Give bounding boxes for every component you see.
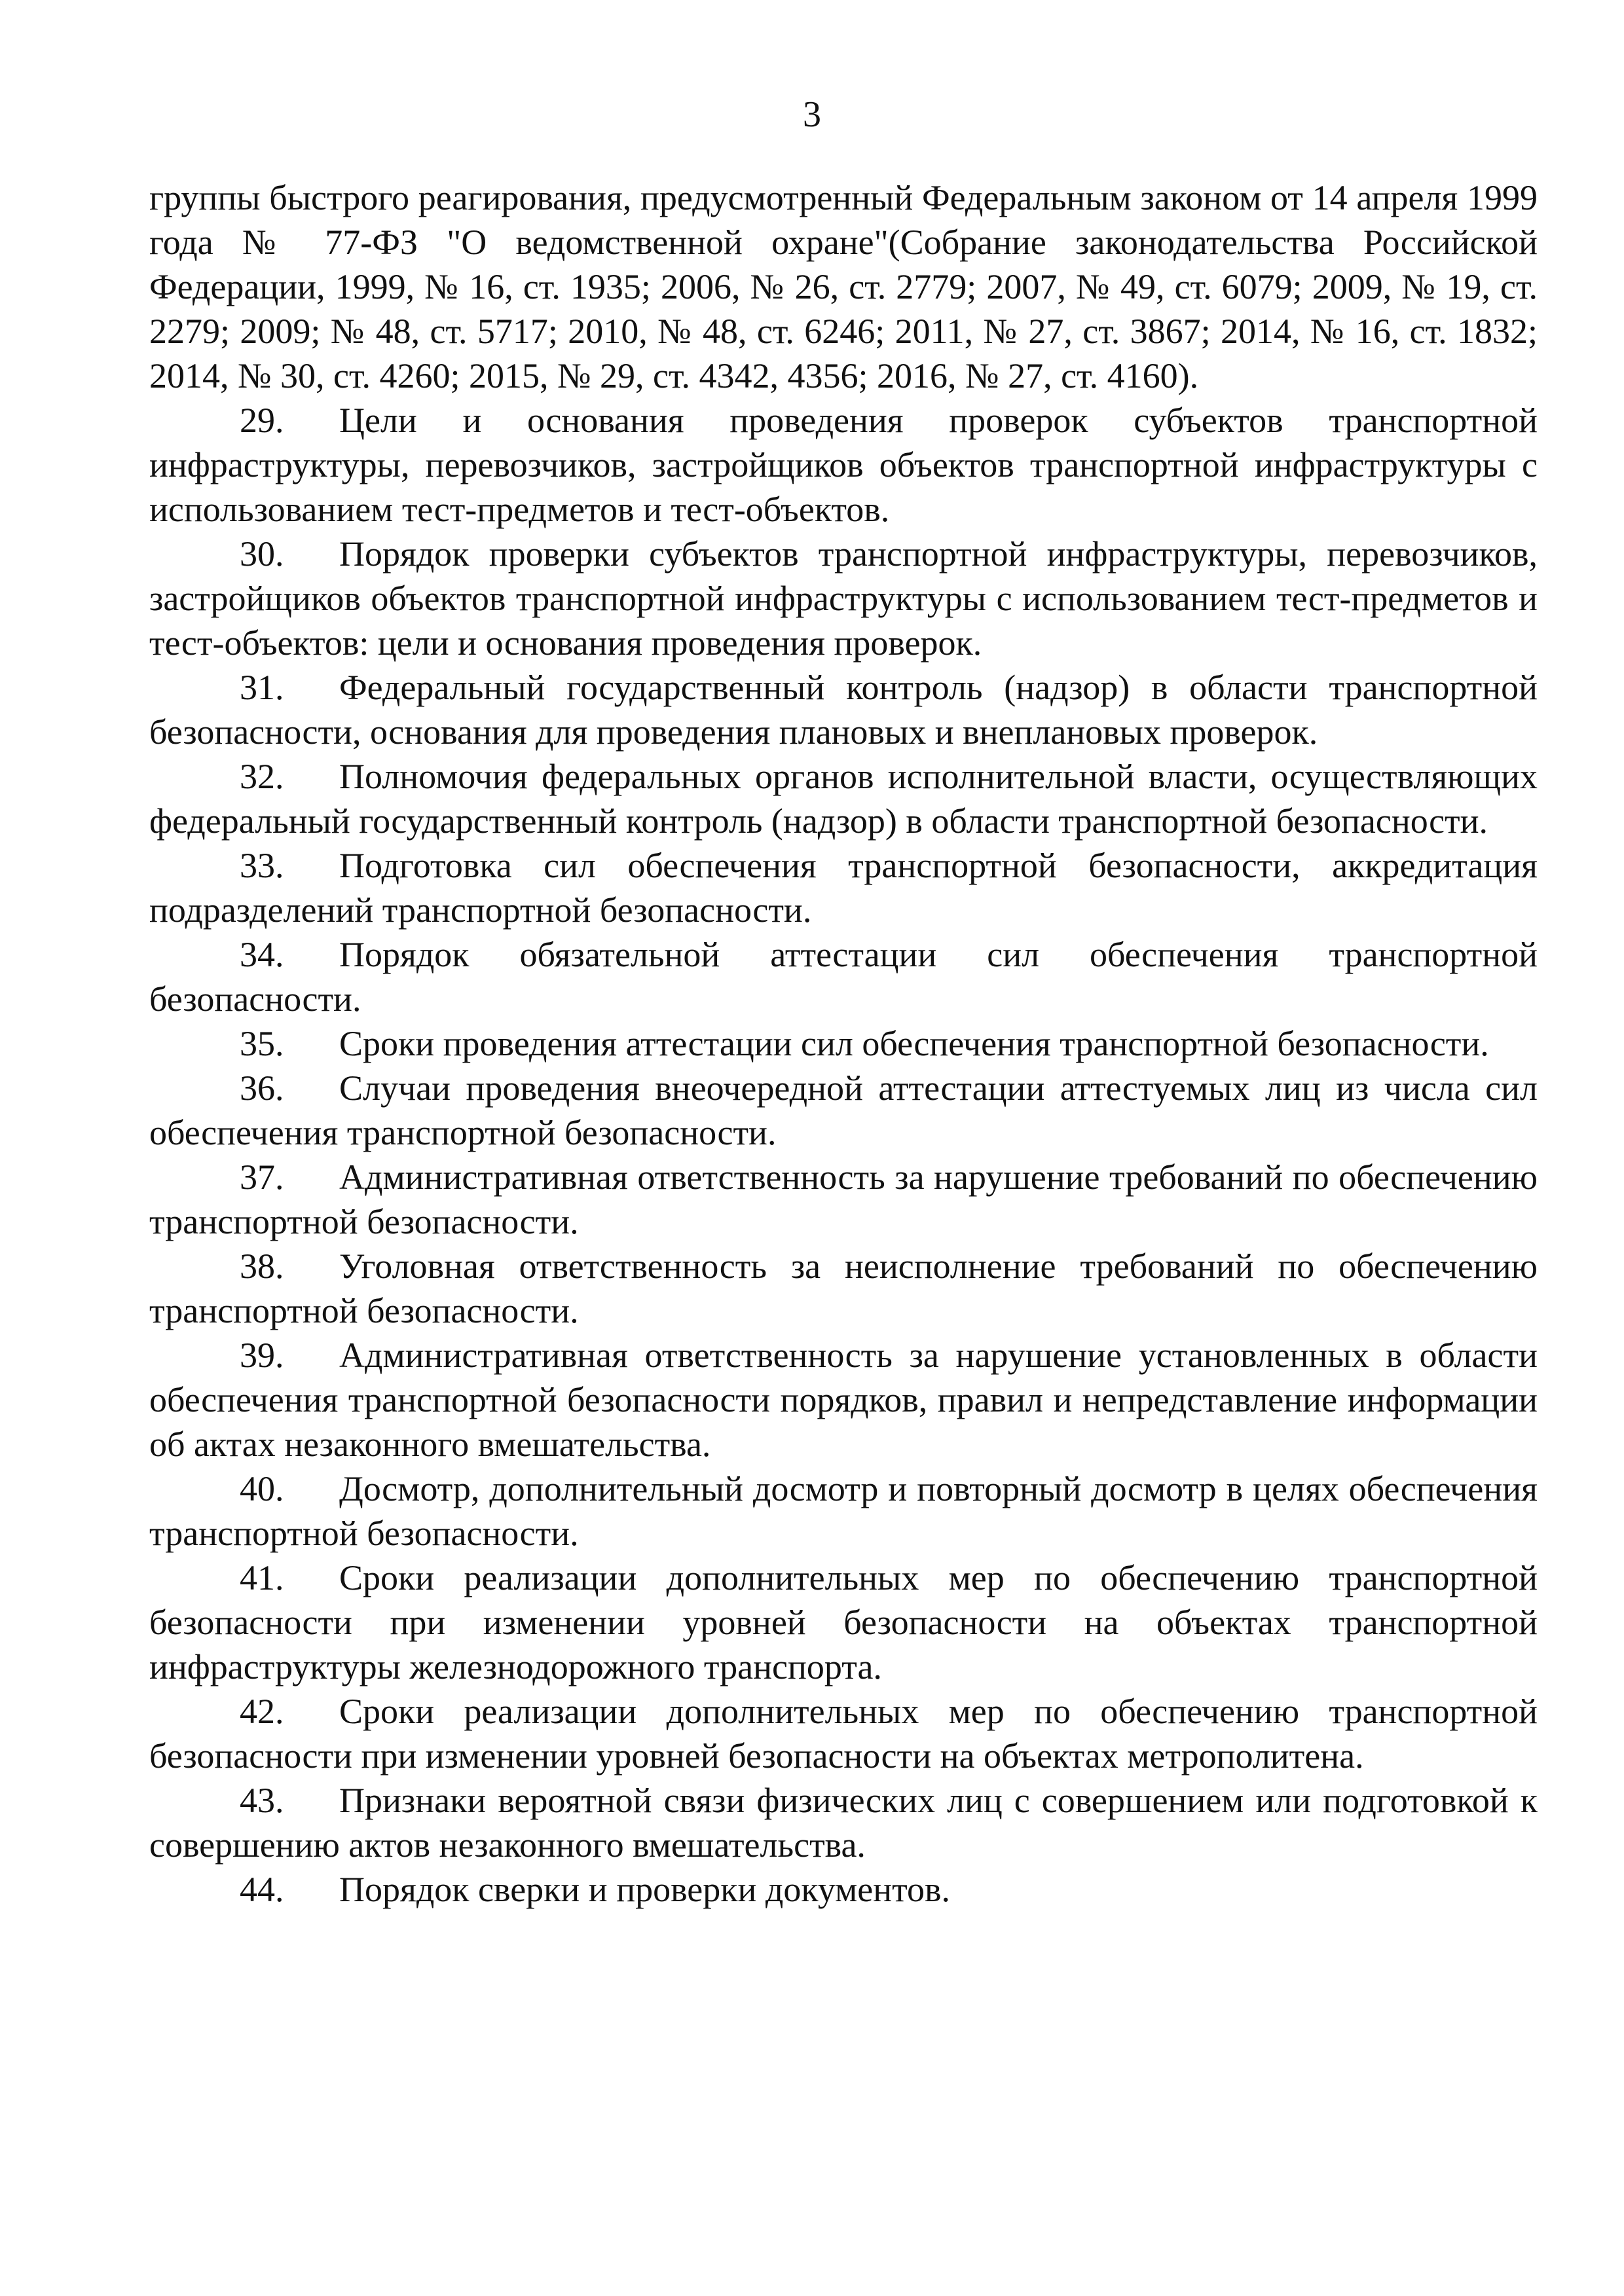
item-number: 34. xyxy=(240,935,284,974)
item-text: Признаки вероятной связи физических лиц с совершением или подготовкой к совершению актов незаконного вмешательства. xyxy=(149,1781,1538,1865)
item-text: Сроки реализации дополнительных мер по обеспечению транспортной безопасности при изменении уровней безопасности на объектах транспортной инфраструктуры железнодорожного транспорта. xyxy=(149,1558,1538,1686)
item-number: 38. xyxy=(240,1247,284,1286)
item-number: 41. xyxy=(240,1558,284,1597)
item-text: Федеральный государственный контроль (надзор) в области транспортной безопасности, основания для проведения плановых и внеплановых проверок. xyxy=(149,668,1538,752)
list-item xyxy=(149,532,1538,665)
item-number: 36. xyxy=(240,1068,284,1108)
item-text: Порядок проверки субъектов транспортной инфраструктуры, перевозчиков, застройщиков объектов транспортной инфраструктуры с использованием тест-предметов и тест-объектов: цели и основания проведения проверок. xyxy=(149,534,1538,663)
continuation-paragraph: группы быстрого реагирования, предусмотренный Федеральным законом от 14 апреля 1999 года № 77-ФЗ "О ведомственной охране"(Собрание законодательства Российской Федерации, 1999, № 16, ст. 1935; 2006, № 26, ст. 2779; 2007, № 49, ст. 6079; 2009, № 19, ст. 2279; 2009; № 48, ст. 5717; 2010, № 48, ст. 6246; 2011, № 27, ст. 3867; 2014, № 16, ст. 1832; 2014, № 30, ст. 4260; 2015, № 29, ст. 4342, 4356; 2016, № 27, ст. 4160). xyxy=(149,178,1538,395)
list-item xyxy=(149,1689,1538,1778)
page-number: 3 xyxy=(803,94,821,135)
list-item xyxy=(149,843,1538,932)
item-number: 39. xyxy=(240,1336,284,1375)
item-number: 43. xyxy=(240,1781,284,1820)
list-item xyxy=(149,932,1538,1021)
item-number: 35. xyxy=(240,1024,284,1063)
list-item xyxy=(149,398,1538,532)
list-item xyxy=(149,754,1538,843)
document-body xyxy=(149,175,1538,1912)
item-text: Случаи проведения внеочередной аттестации аттестуемых лиц из числа сил обеспечения транспортной безопасности. xyxy=(149,1068,1538,1152)
item-text: Полномочия федеральных органов исполнительной власти, осуществляющих федеральный государственный контроль (надзор) в области транспортной безопасности. xyxy=(149,757,1538,841)
item-number: 30. xyxy=(240,534,284,574)
item-text: Цели и основания проведения проверок субъектов транспортной инфраструктуры, перевозчиков, застройщиков объектов транспортной инфраструктуры с использованием тест-предметов и тест-объектов. xyxy=(149,401,1538,529)
list-item xyxy=(149,1021,1538,1066)
list-item xyxy=(149,1556,1538,1689)
item-text: Административная ответственность за нарушение требований по обеспечению транспортной безопасности. xyxy=(149,1157,1538,1241)
item-text: Уголовная ответственность за неисполнение требований по обеспечению транспортной безопасности. xyxy=(149,1247,1538,1330)
item-text: Подготовка сил обеспечения транспортной безопасности, аккредитация подразделений транспортной безопасности. xyxy=(149,846,1538,930)
item-text: Сроки реализации дополнительных мер по обеспечению транспортной безопасности при изменении уровней безопасности на объектах метрополитена. xyxy=(149,1692,1538,1776)
item-text: Порядок обязательной аттестации сил обеспечения транспортной безопасности. xyxy=(149,935,1538,1019)
item-number: 33. xyxy=(240,846,284,885)
item-number: 32. xyxy=(240,757,284,796)
item-number: 44. xyxy=(240,1870,284,1909)
item-text: Порядок сверки и проверки документов. xyxy=(339,1870,951,1909)
item-text: Административная ответственность за нарушение установленных в области обеспечения транспортной безопасности порядков, правил и непредставление информации об актах незаконного вмешательства. xyxy=(149,1336,1538,1464)
item-number: 42. xyxy=(240,1692,284,1731)
list-item xyxy=(149,665,1538,754)
list-item xyxy=(149,1155,1538,1244)
item-number: 31. xyxy=(240,668,284,707)
item-text: Досмотр, дополнительный досмотр и повторный досмотр в целях обеспечения транспортной безопасности. xyxy=(149,1469,1538,1553)
item-number: 29. xyxy=(240,401,284,440)
item-text: Сроки проведения аттестации сил обеспечения транспортной безопасности. xyxy=(339,1024,1489,1063)
list-item xyxy=(149,1778,1538,1867)
list-item xyxy=(149,1333,1538,1467)
item-number: 40. xyxy=(240,1469,284,1508)
item-number: 37. xyxy=(240,1157,284,1197)
list-item xyxy=(149,1867,1538,1912)
list-item xyxy=(149,1467,1538,1556)
list-item xyxy=(149,1244,1538,1333)
list-item xyxy=(149,1066,1538,1155)
